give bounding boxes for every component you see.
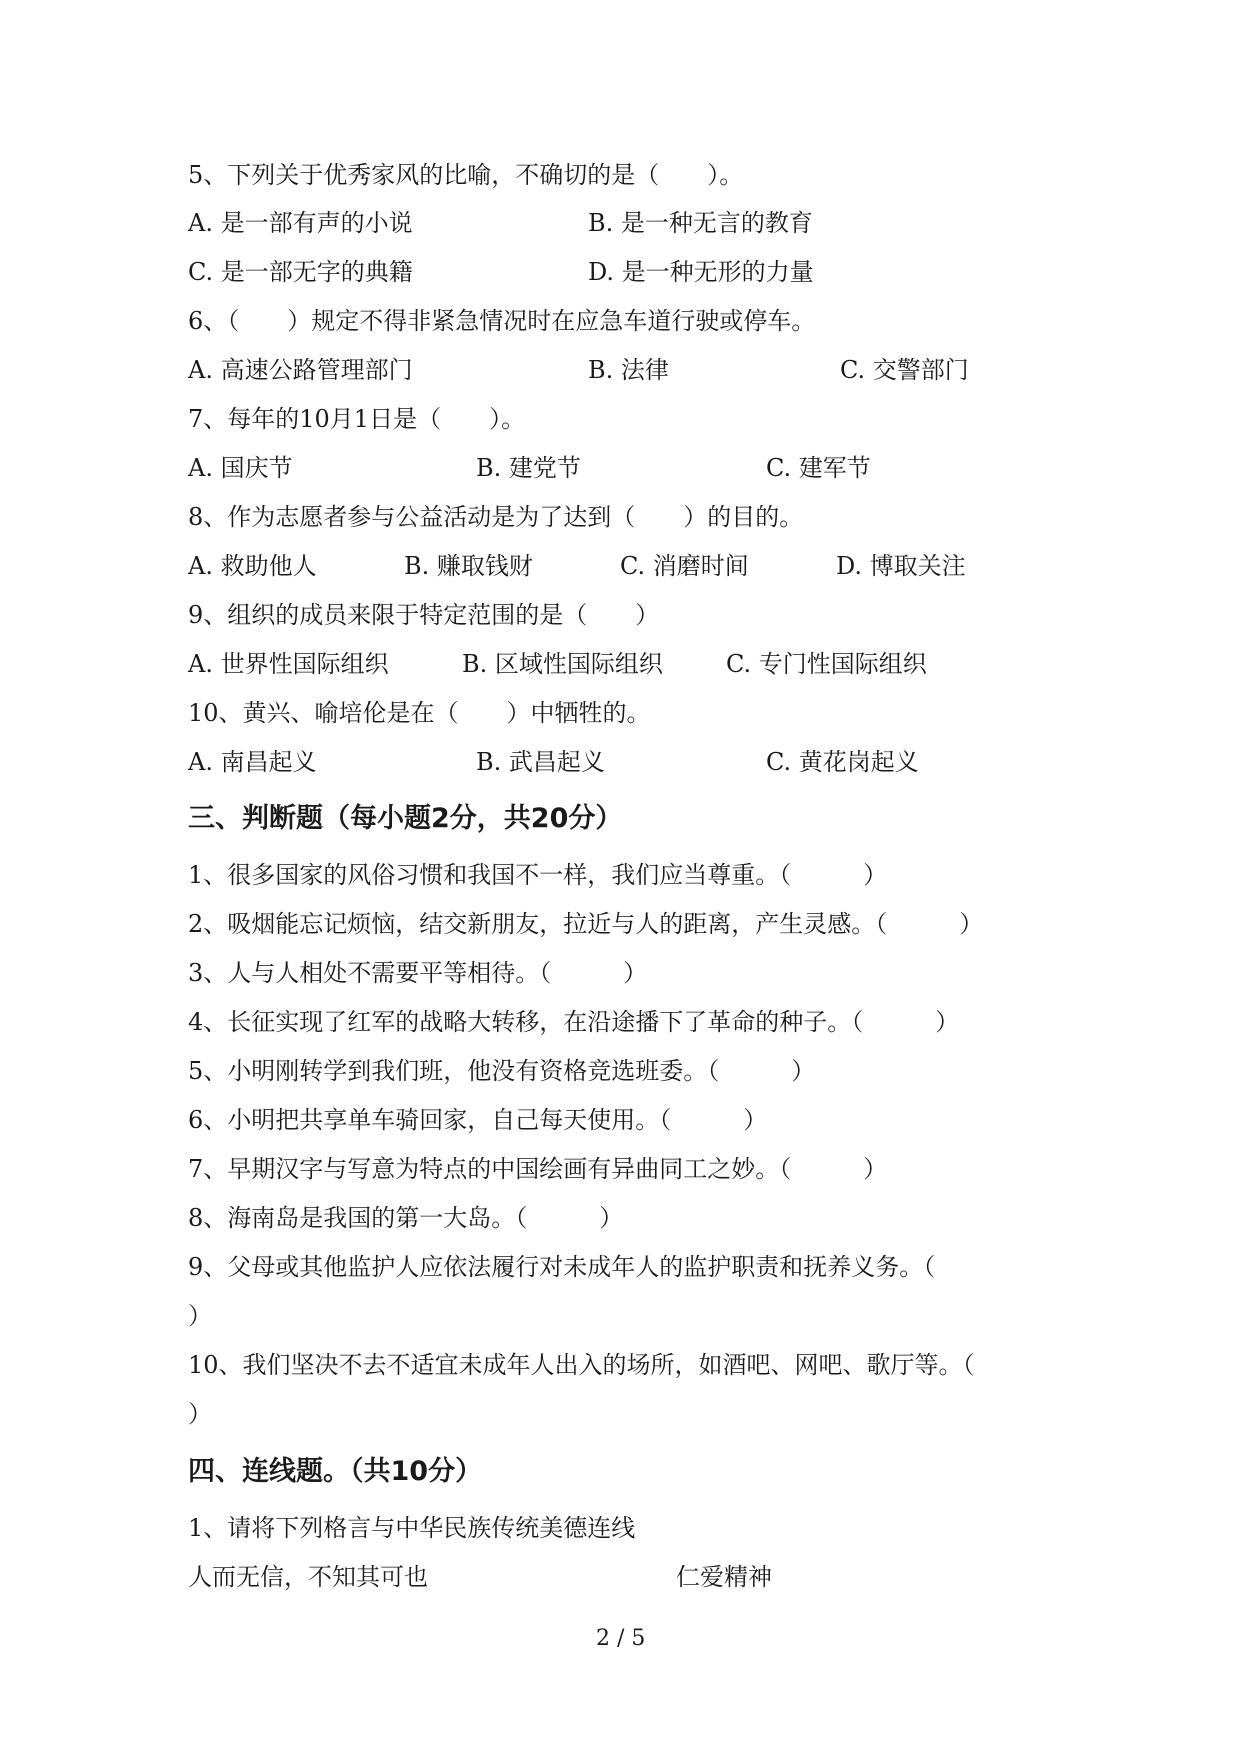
question-10: 10、黄兴、喻培伦是在（ ）中牺牲的。 (188, 699, 651, 727)
question-6: 6、（ ）规定不得非紧急情况时在应急车道行驶或停车。 (188, 307, 816, 335)
q5-option-d: D. 是一种无形的力量 (588, 258, 814, 286)
question-7: 7、每年的10月1日是（ ）。 (188, 405, 526, 433)
judge-item-10-continued: ） (188, 1400, 212, 1428)
matching-right-item: 仁爱精神 (676, 1563, 772, 1591)
q6-option-b: B. 法律 (588, 356, 669, 384)
judge-item-9: 9、父母或其他监护人应依法履行对未成年人的监护职责和抚养义务。（ (188, 1253, 936, 1281)
question-5: 5、下列关于优秀家风的比喻，不确切的是（ ）。 (188, 161, 744, 189)
q7-option-a: A. 国庆节 (188, 454, 293, 482)
q8-option-c: C. 消磨时间 (620, 552, 749, 580)
q9-option-c: C. 专门性国际组织 (726, 650, 927, 678)
section-4-title: 四、连线题。（共10分） (188, 1456, 483, 1487)
q9-option-b: B. 区域性国际组织 (462, 650, 663, 678)
judge-item-3: 3、人与人相处不需要平等相待。（ ） (188, 959, 648, 987)
section-3-title: 三、判断题（每小题2分，共20分） (188, 803, 623, 834)
judge-item-4: 4、长征实现了红军的战略大转移，在沿途播下了革命的种子。（ ） (188, 1008, 960, 1036)
q5-option-a: A. 是一部有声的小说 (188, 209, 413, 237)
q8-option-a: A. 救助他人 (188, 552, 317, 580)
judge-item-1: 1、很多国家的风俗习惯和我国不一样，我们应当尊重。（ ） (188, 861, 888, 889)
q6-option-c: C. 交警部门 (840, 356, 969, 384)
q9-option-a: A. 世界性国际组织 (188, 650, 389, 678)
q10-option-b: B. 武昌起义 (476, 748, 605, 776)
q5-option-c: C. 是一部无字的典籍 (188, 258, 413, 286)
question-9: 9、组织的成员来限于特定范围的是（ ） (188, 601, 660, 629)
q6-option-a: A. 高速公路管理部门 (188, 356, 413, 384)
judge-item-7: 7、早期汉字与写意为特点的中国绘画有异曲同工之妙。（ ） (188, 1155, 888, 1183)
matching-left-item: 人而无信，不知其可也 (188, 1563, 428, 1591)
judge-item-5: 5、小明刚转学到我们班，他没有资格竞选班委。（ ） (188, 1057, 816, 1085)
judge-item-10: 10、我们坚决不去不适宜未成年人出入的场所，如酒吧、网吧、歌厅等。（ (188, 1351, 975, 1379)
matching-question-1: 1、请将下列格言与中华民族传统美德连线 (188, 1514, 636, 1542)
judge-item-6: 6、小明把共享单车骑回家，自己每天使用。（ ） (188, 1106, 768, 1134)
q8-option-b: B. 赚取钱财 (404, 552, 533, 580)
question-8: 8、作为志愿者参与公益活动是为了达到（ ）的目的。 (188, 503, 804, 531)
judge-item-2: 2、吸烟能忘记烦恼，结交新朋友，拉近与人的距离，产生灵感。（ ） (188, 910, 984, 938)
page-number: 2 / 5 (596, 1626, 646, 1651)
q7-option-c: C. 建军节 (766, 454, 871, 482)
q8-option-d: D. 博取关注 (836, 552, 966, 580)
judge-item-8: 8、海南岛是我国的第一大岛。（ ） (188, 1204, 624, 1232)
q10-option-a: A. 南昌起义 (188, 748, 317, 776)
judge-item-9-continued: ） (188, 1302, 212, 1330)
q7-option-b: B. 建党节 (476, 454, 581, 482)
q5-option-b: B. 是一种无言的教育 (588, 209, 813, 237)
q10-option-c: C. 黄花岗起义 (766, 748, 919, 776)
